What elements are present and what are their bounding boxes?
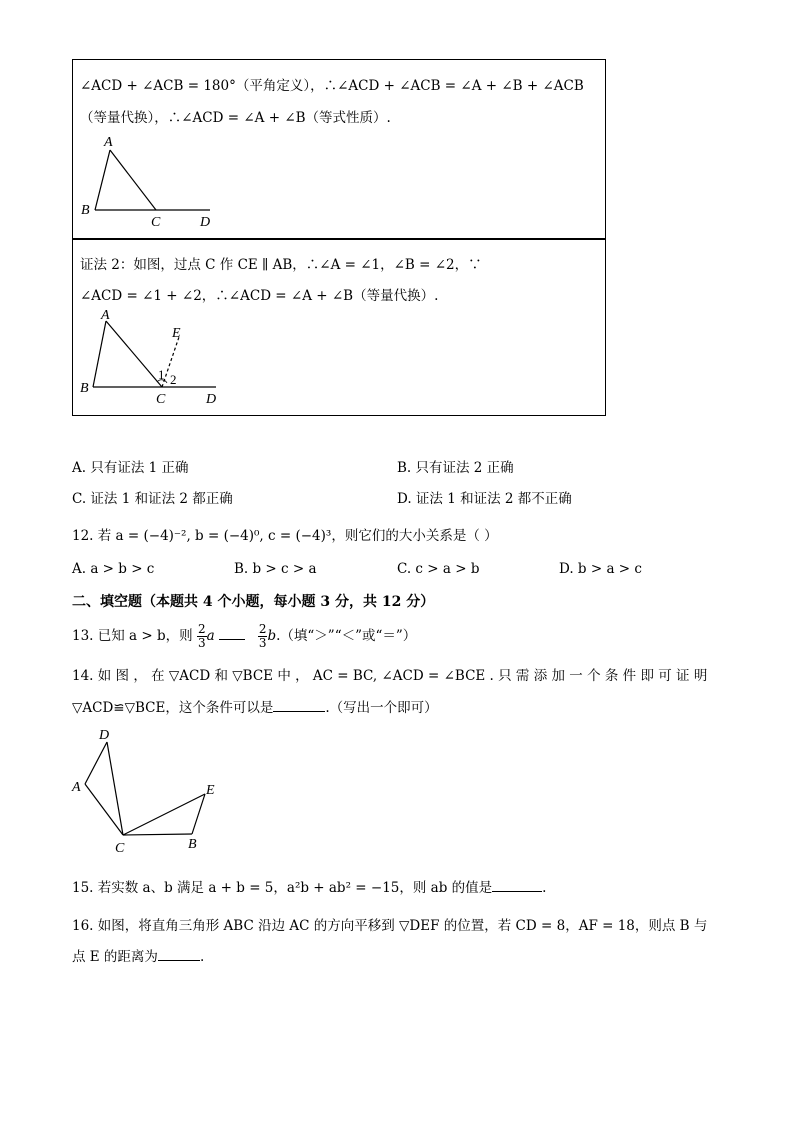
edge-ce — [123, 794, 205, 835]
q13-prefix: 13. 已知 a > b，则 — [72, 628, 193, 644]
q14-line-2 — [72, 696, 438, 716]
section-2-heading: 二、填空题（本题共 4 个小题，每小题 3 分，共 12 分） — [72, 594, 435, 610]
proof-2-line-1: 证法 2：如图，过点 C 作 CE ∥ AB，∴∠A = ∠1，∠B = ∠2，∵ — [80, 257, 482, 273]
q11-option-c[interactable]: C. 证法 1 和证法 2 都正确 — [72, 491, 233, 507]
label-angle-1: 1 — [158, 367, 165, 382]
label-a: A — [101, 308, 110, 323]
q12-option-b[interactable]: B. b > c > a — [234, 561, 317, 577]
q15 — [72, 876, 546, 896]
q16-answer-blank[interactable] — [158, 960, 200, 961]
edge-ad — [85, 742, 107, 784]
q12-stem: 12. 若 a = (−4)⁻², b = (−4)⁰, c = (−4)³，则它们的大小关系是（ ） — [72, 528, 498, 544]
label-d: D — [99, 728, 110, 743]
label-a: A — [104, 135, 113, 150]
proof-2-line-2: ∠ACD = ∠1 + ∠2，∴∠ACD = ∠A + ∠B（等量代换）. — [80, 288, 439, 304]
q14-line-2-suffix: .（写出一个即可） — [325, 700, 438, 716]
q13-suffix: .（填“＞”“＜”或“＝”） — [276, 628, 417, 644]
proof-1-line-2: （等量代换），∴∠ACD = ∠A + ∠B（等式性质）. — [80, 110, 391, 126]
q12-option-d[interactable]: D. b > a > c — [559, 561, 642, 577]
q13-var-b: b — [267, 628, 277, 644]
edge-ac — [106, 321, 162, 387]
q13 — [72, 622, 416, 650]
q13-answer-blank[interactable] — [219, 639, 245, 640]
q12-option-a[interactable]: A. a > b > c — [72, 561, 155, 577]
label-e: E — [172, 326, 181, 341]
label-d: D — [200, 215, 211, 230]
label-b: B — [188, 837, 197, 852]
label-a: A — [72, 780, 81, 795]
q14-line-1: 14. 如 图 ， 在 ▽ACD 和 ▽BCE 中 ， AC = BC, ∠ACD = ∠BCE . 只 需 添 加 一 个 条 件 即 可 证 明 — [72, 668, 708, 684]
q11-option-a[interactable]: A. 只有证法 1 正确 — [72, 460, 189, 476]
label-b: B — [80, 381, 89, 396]
proof-1-figure — [78, 130, 218, 230]
q13-fraction-1: $\frac{2}{3}$ — [197, 622, 206, 650]
q16-line-1: 16. 如图，将直角三角形 ABC 沿边 AC 的方向平移到 ▽DEF 的位置，若 CD = 8，AF = 18，则点 B 与 — [72, 918, 708, 934]
label-e: E — [206, 783, 215, 798]
label-d: D — [206, 392, 217, 407]
q16-line-2 — [72, 945, 204, 965]
label-c: C — [115, 841, 125, 856]
edge-ab — [93, 321, 106, 387]
q16-line-2-suffix: . — [199, 949, 205, 965]
edge-ab — [95, 150, 110, 210]
q13-var-a: a — [206, 628, 215, 644]
edge-ac — [85, 784, 123, 835]
label-c: C — [151, 215, 161, 230]
label-c: C — [156, 392, 166, 407]
q16-line-2-text: 点 E 的距离为 — [72, 949, 158, 965]
edge-dc — [107, 742, 123, 835]
q14-answer-blank[interactable] — [273, 711, 325, 712]
q14-figure — [66, 722, 236, 857]
q12-option-c[interactable]: C. c > a > b — [397, 561, 480, 577]
q11-option-d[interactable]: D. 证法 1 和证法 2 都不正确 — [397, 491, 572, 507]
q14-line-2-text: ▽ACD≌▽BCE，这个条件可以是 — [72, 700, 274, 716]
label-angle-2: 2 — [170, 372, 177, 387]
edge-ac — [110, 150, 156, 210]
q15-suffix: . — [542, 880, 547, 896]
q11-option-b[interactable]: B. 只有证法 2 正确 — [397, 460, 514, 476]
edge-cb — [123, 834, 192, 835]
proof-1-line-1: ∠ACD + ∠ACB = 180°（平角定义），∴∠ACD + ∠ACB = ∠A + ∠B + ∠ACB — [80, 78, 584, 94]
q13-fraction-2: $\frac{2}{3}$ — [258, 622, 267, 650]
q15-text: 15. 若实数 a、b 满足 a + b = 5，a²b + ab² = −15，则 ab 的值是 — [72, 880, 493, 896]
label-b: B — [81, 203, 90, 218]
q15-answer-blank[interactable] — [492, 891, 542, 892]
proof-2-figure — [78, 305, 228, 409]
